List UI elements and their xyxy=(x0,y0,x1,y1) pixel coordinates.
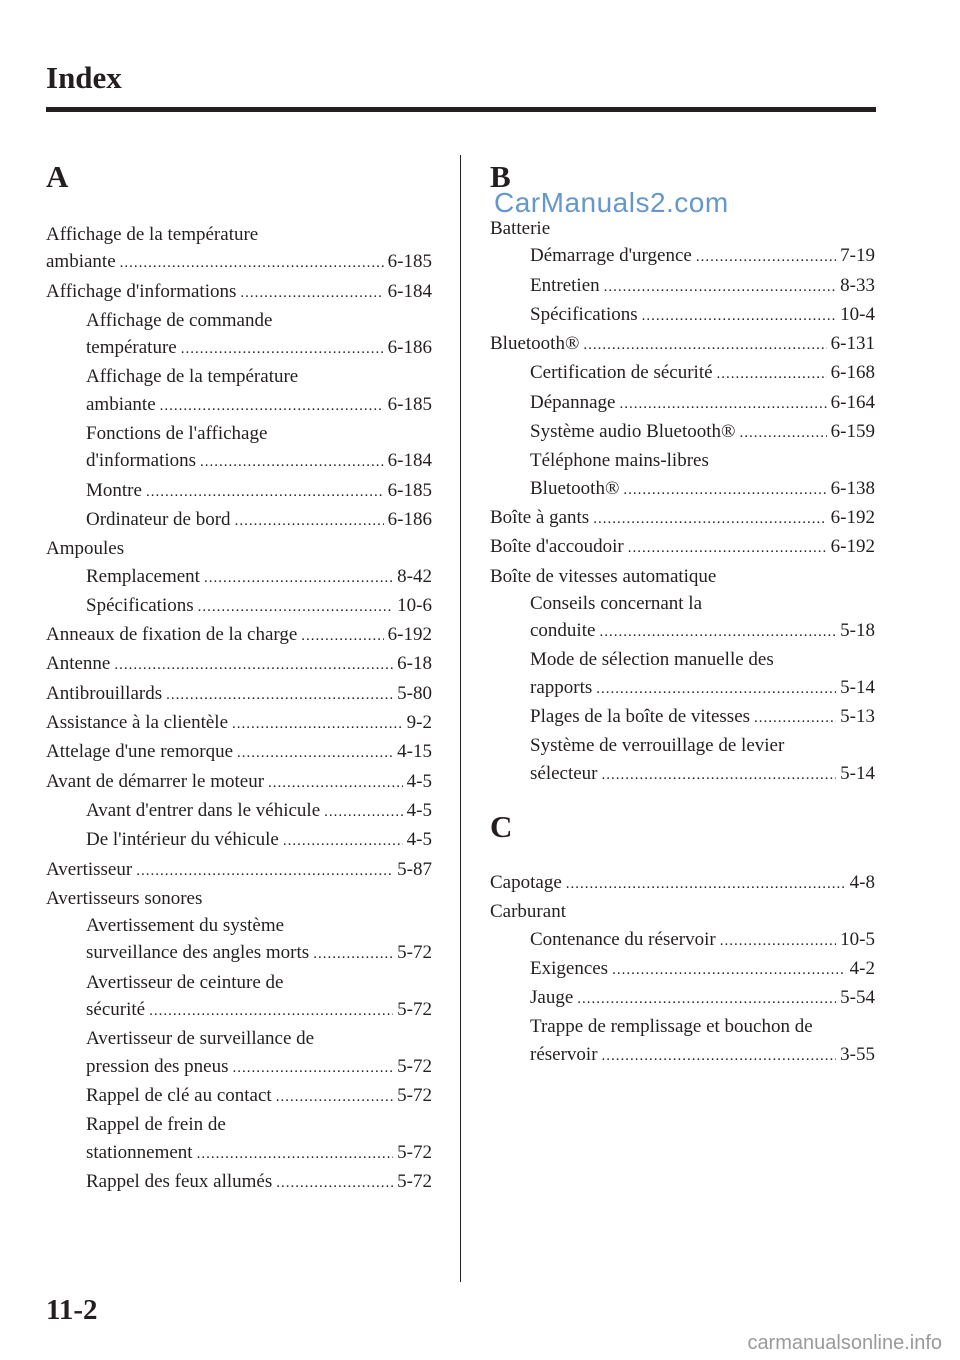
index-entry-page: 5-87 xyxy=(397,858,432,880)
column-divider xyxy=(460,155,461,1282)
index-entry-label: Contenance du réservoir xyxy=(530,928,716,950)
dot-leader xyxy=(602,1043,837,1070)
index-entry xyxy=(46,563,432,592)
dot-leader xyxy=(198,594,394,621)
index-entry-label: Certification de sécurité xyxy=(530,362,713,384)
index-entry xyxy=(490,242,875,271)
dot-leader xyxy=(268,770,403,797)
index-entry-label: d'informations xyxy=(86,450,197,472)
index-entry-label: sécurité xyxy=(86,999,146,1021)
dot-leader xyxy=(593,506,826,533)
index-entry-page: 6-159 xyxy=(830,421,875,443)
index-entry-page: 5-72 xyxy=(397,1141,432,1163)
index-entry-page: 5-13 xyxy=(840,706,875,728)
index-entry-page: 9-2 xyxy=(406,712,432,734)
index-entry-page: 5-72 xyxy=(397,1084,432,1106)
dot-leader xyxy=(717,361,827,388)
index-entry-page: 6-184 xyxy=(387,280,432,302)
index-entry xyxy=(490,504,875,533)
index-entry xyxy=(46,447,432,476)
index-heading: Carburant xyxy=(490,901,566,923)
dot-leader xyxy=(114,652,393,679)
index-entry xyxy=(46,650,432,679)
index-entry-label: Dépannage xyxy=(530,391,616,413)
index-heading: Avertissement du système xyxy=(86,915,285,937)
dot-leader xyxy=(324,799,403,826)
index-entry-label: Rappel de clé au contact xyxy=(86,1084,272,1106)
index-entry xyxy=(46,709,432,738)
dot-leader xyxy=(204,565,393,592)
section-letter-b: B xyxy=(490,159,511,194)
index-entry-page: 6-138 xyxy=(830,477,875,499)
index-entry-label: réservoir xyxy=(530,1043,598,1065)
index-entry-page: 3-55 xyxy=(840,1043,875,1065)
index-entry-label: Spécifications xyxy=(530,303,638,325)
dot-leader xyxy=(754,705,836,732)
dot-leader xyxy=(181,336,384,363)
index-entry-label: Avertisseur xyxy=(46,858,133,880)
index-entry xyxy=(490,301,875,330)
dot-leader xyxy=(599,619,836,646)
index-entry xyxy=(46,768,432,797)
index-entry-label: ambiante xyxy=(86,393,156,415)
index-entry-page: 6-192 xyxy=(830,506,875,528)
dot-leader xyxy=(232,1055,393,1082)
dot-leader xyxy=(696,244,836,271)
index-entry xyxy=(490,674,875,703)
index-entry xyxy=(46,391,432,420)
index-entry xyxy=(46,738,432,767)
index-heading: Ampoules xyxy=(46,538,125,560)
dot-leader xyxy=(619,391,826,418)
index-entry-label: Capotage xyxy=(490,871,562,893)
index-entry-label: Attelage d'une remorque xyxy=(46,741,234,763)
dot-leader xyxy=(623,477,826,504)
index-entry-label: Ordinateur de bord xyxy=(86,508,231,530)
index-entry xyxy=(46,1139,432,1168)
index-entry-label: ambiante xyxy=(46,251,116,273)
index-entry-page: 4-5 xyxy=(406,799,432,821)
index-entry-page: 5-72 xyxy=(397,1170,432,1192)
index-entry-page: 6-192 xyxy=(830,536,875,558)
dot-leader xyxy=(566,871,846,898)
dot-leader xyxy=(720,928,836,955)
index-entry-page: 6-186 xyxy=(387,508,432,530)
index-entry-label: pression des pneus xyxy=(86,1055,229,1077)
index-entry-page: 4-8 xyxy=(849,871,875,893)
index-entry xyxy=(490,869,875,898)
dot-leader xyxy=(283,828,403,855)
index-entry-label: De l'intérieur du véhicule xyxy=(86,829,279,851)
index-entry xyxy=(46,477,432,506)
index-entry-label: Rappel des feux allumés xyxy=(86,1170,273,1192)
index-entry-page: 5-18 xyxy=(840,620,875,642)
index-entry xyxy=(490,330,875,359)
index-column-left xyxy=(46,155,432,1197)
index-entry xyxy=(490,1041,875,1070)
dot-leader xyxy=(232,711,403,738)
index-entry-label: Boîte à gants xyxy=(490,506,590,528)
dot-leader xyxy=(276,1084,393,1111)
index-entry-label: Avant d'entrer dans le véhicule xyxy=(86,799,321,821)
index-entry-label: Boîte d'accoudoir xyxy=(490,536,624,558)
index-entry xyxy=(490,617,875,646)
index-entry xyxy=(490,272,875,301)
index-entry-label: sélecteur xyxy=(530,762,598,784)
index-entry-label: Anneaux de fixation de la charge xyxy=(46,624,298,646)
index-entry-page: 5-72 xyxy=(397,942,432,964)
index-entry-page: 5-14 xyxy=(840,762,875,784)
index-heading: Boîte de vitesses automatique xyxy=(490,565,717,587)
index-entry-label: Remplacement xyxy=(86,565,200,587)
index-entry-page: 6-131 xyxy=(830,333,875,355)
index-entry-page: 5-72 xyxy=(397,1055,432,1077)
section-letter-a: A xyxy=(46,159,69,194)
dot-leader xyxy=(604,274,837,301)
index-heading: Affichage de la température xyxy=(46,224,259,245)
index-entry-page: 5-54 xyxy=(840,987,875,1009)
index-list-b xyxy=(490,215,875,789)
index-entry-page: 4-5 xyxy=(406,770,432,792)
index-entry-page: 6-185 xyxy=(387,393,432,415)
section-letter-c: C xyxy=(490,808,513,844)
index-entry xyxy=(46,1053,432,1082)
index-entry-label: Bluetooth® xyxy=(530,477,620,499)
index-entry xyxy=(46,996,432,1025)
index-entry-page: 6-186 xyxy=(387,337,432,359)
index-entry-page: 4-15 xyxy=(397,741,432,763)
index-entry-page: 4-5 xyxy=(406,829,432,851)
index-entry-label: Jauge xyxy=(530,987,574,1009)
dot-leader xyxy=(628,535,827,562)
index-entry xyxy=(490,760,875,789)
index-entry-label: Plages de la boîte de vitesses xyxy=(530,706,751,728)
footer-site-url: carmanualsonline.info xyxy=(747,1332,942,1354)
index-entry-label: Exigences xyxy=(530,957,609,979)
dot-leader xyxy=(596,676,836,703)
index-entry xyxy=(490,926,875,955)
index-heading: Trappe de remplissage et bouchon de xyxy=(530,1016,813,1038)
dot-leader xyxy=(166,682,393,709)
index-entry-page: 5-14 xyxy=(840,676,875,698)
dot-leader xyxy=(136,858,393,885)
watermark-logo: CarManuals2.com xyxy=(494,187,729,218)
index-heading: Batterie xyxy=(490,218,551,239)
index-entry xyxy=(490,389,875,418)
index-entry xyxy=(490,359,875,388)
dot-leader xyxy=(577,986,836,1013)
index-entry xyxy=(46,797,432,826)
index-entry-page: 6-184 xyxy=(387,450,432,472)
index-entry xyxy=(46,826,432,855)
index-entry-page: 5-80 xyxy=(397,682,432,704)
index-entry xyxy=(46,856,432,885)
index-heading: Mode de sélection manuelle des xyxy=(530,649,774,671)
dot-leader xyxy=(602,762,837,789)
index-entry xyxy=(46,334,432,363)
index-entry xyxy=(490,418,875,447)
index-entry-page: 6-185 xyxy=(387,251,432,273)
dot-leader xyxy=(612,957,846,984)
dot-leader xyxy=(313,941,393,968)
index-entry-label: Système audio Bluetooth® xyxy=(530,421,736,443)
dot-leader xyxy=(149,998,393,1025)
dot-leader xyxy=(160,393,384,420)
index-entry-label: Démarrage d'urgence xyxy=(530,245,692,267)
index-entry-label: Spécifications xyxy=(86,594,194,616)
page-number: 11-2 xyxy=(46,1294,98,1326)
index-entry-label: Affichage d'informations xyxy=(46,280,237,302)
index-heading: Affichage de la température xyxy=(86,366,299,388)
index-entry-page: 8-33 xyxy=(840,274,875,296)
index-entry-label: conduite xyxy=(530,620,596,642)
dot-leader xyxy=(240,280,383,307)
index-entry-page: 10-4 xyxy=(840,303,875,325)
index-entry-label: température xyxy=(86,337,177,359)
index-entry xyxy=(46,592,432,621)
index-entry-label: Assistance à la clientèle xyxy=(46,712,229,734)
index-heading: Téléphone mains-libres xyxy=(530,450,709,472)
index-entry-page: 7-19 xyxy=(840,245,875,267)
index-entry-label: Antibrouillards xyxy=(46,682,163,704)
index-entry-page: 6-164 xyxy=(830,391,875,413)
index-entry-label: Antenne xyxy=(46,653,111,675)
dot-leader xyxy=(200,449,384,476)
index-heading: Affichage de commande xyxy=(86,309,273,331)
index-column-right xyxy=(490,155,875,1070)
index-entry-page: 4-2 xyxy=(849,957,875,979)
index-heading: Rappel de frein de xyxy=(86,1114,226,1136)
index-entry-page: 10-6 xyxy=(397,594,432,616)
index-entry-label: surveillance des angles morts xyxy=(86,942,310,964)
dot-leader xyxy=(146,479,384,506)
index-entry xyxy=(490,703,875,732)
dot-leader xyxy=(583,332,826,359)
index-entry xyxy=(490,955,875,984)
dot-leader xyxy=(301,623,383,650)
header-rule xyxy=(46,107,876,112)
index-list-a xyxy=(46,221,432,1197)
index-entry-label: Avant de démarrer le moteur xyxy=(46,770,265,792)
index-entry xyxy=(490,984,875,1013)
index-heading: Conseils concernant la xyxy=(530,592,703,614)
index-heading: Système de verrouillage de levier xyxy=(530,735,785,757)
dot-leader xyxy=(197,1141,394,1168)
index-entry-page: 6-168 xyxy=(830,362,875,384)
dot-leader xyxy=(276,1170,393,1197)
index-entry-page: 6-18 xyxy=(397,653,432,675)
index-entry-label: Montre xyxy=(86,479,142,501)
index-entry xyxy=(46,680,432,709)
index-entry-label: Entretien xyxy=(530,274,600,296)
index-entry-page: 6-192 xyxy=(387,624,432,646)
index-entry xyxy=(490,475,875,504)
index-entry-page: 8-42 xyxy=(397,565,432,587)
index-entry xyxy=(46,939,432,968)
dot-leader xyxy=(235,508,384,535)
page-title: Index xyxy=(46,60,122,95)
index-entry-label: stationnement xyxy=(86,1141,193,1163)
index-entry xyxy=(490,533,875,562)
index-entry xyxy=(46,1168,432,1197)
dot-leader xyxy=(237,740,393,767)
index-entry xyxy=(46,248,432,277)
index-entry-page: 6-185 xyxy=(387,479,432,501)
index-entry-label: Bluetooth® xyxy=(490,333,580,355)
index-entry-page: 5-72 xyxy=(397,999,432,1021)
index-entry-label: rapports xyxy=(530,676,593,698)
dot-leader xyxy=(642,303,837,330)
index-entry-page: 10-5 xyxy=(840,928,875,950)
index-heading: Avertisseur de surveillance de xyxy=(86,1028,315,1050)
dot-leader xyxy=(739,420,826,447)
index-entry xyxy=(46,506,432,535)
index-list-c xyxy=(490,869,875,1070)
index-entry xyxy=(46,1082,432,1111)
dot-leader xyxy=(120,250,384,277)
index-heading: Fonctions de l'affichage xyxy=(86,423,268,445)
index-entry xyxy=(46,278,432,307)
index-heading: Avertisseurs sonores xyxy=(46,887,203,909)
index-entry xyxy=(46,621,432,650)
index-heading: Avertisseur de ceinture de xyxy=(86,971,284,993)
